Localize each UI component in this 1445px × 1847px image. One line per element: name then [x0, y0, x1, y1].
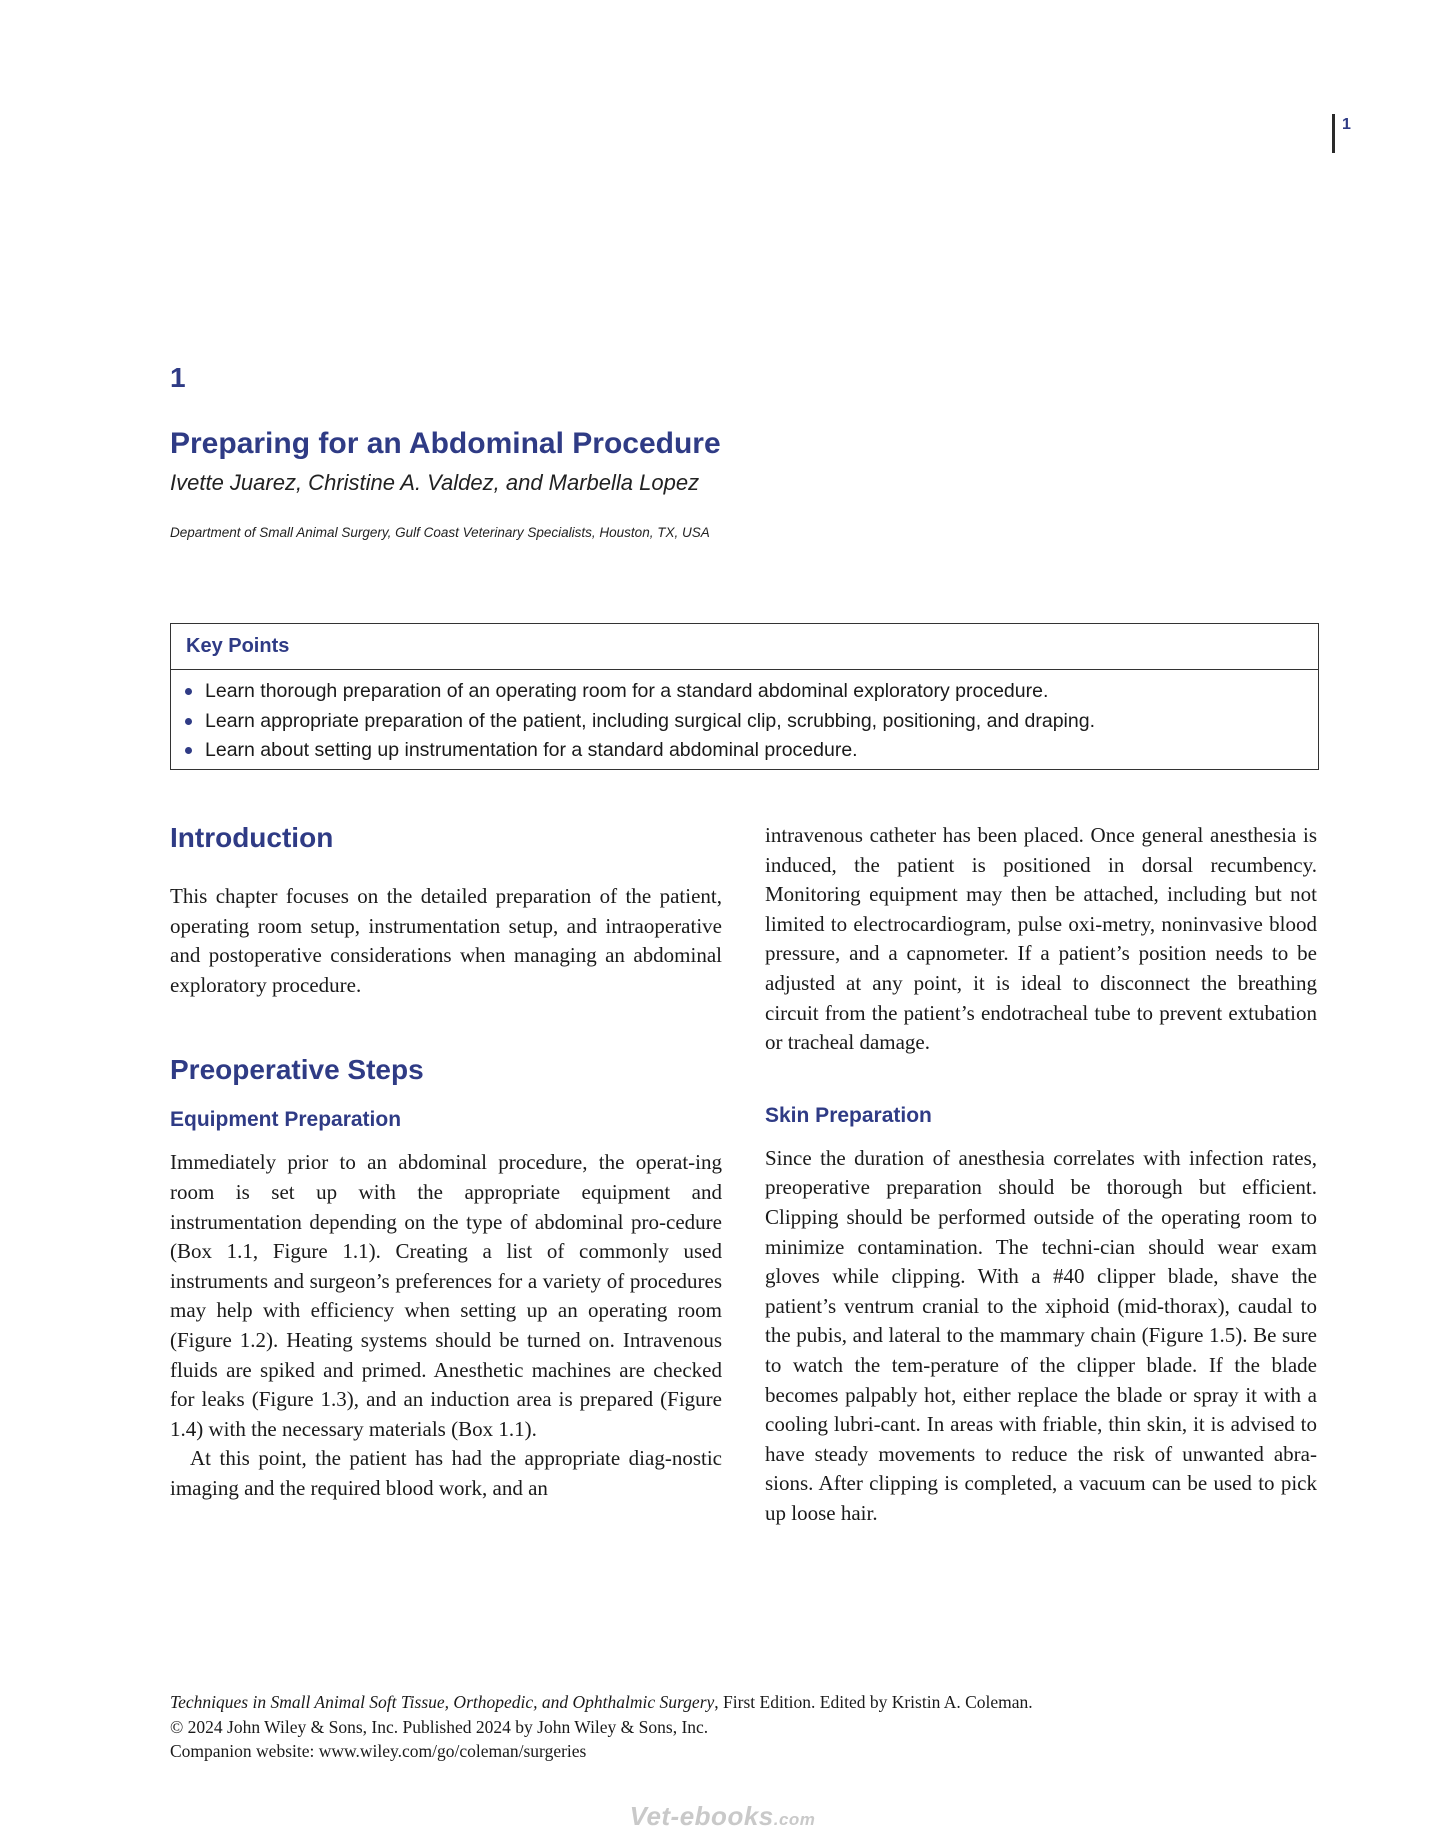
left-column — [170, 820, 722, 1504]
footer-citation — [170, 1690, 1033, 1715]
key-points-list — [171, 670, 1318, 766]
preoperative-heading: Preoperative Steps — [170, 1054, 424, 1086]
skin-preparation-paragraph: Since the duration of anesthesia correlates with infection rates, preoperative preparation should be thorough but efficient. Clipping should be performed outside of the operating room to minimize contamination. The techni-cian should wear exam gloves while clipping. With a #40 clipper blade, shave the patient’s ventrum cranial to the xiphoid (mid-thorax), caudal to the pubis, and lateral to the mammary chain (Figure 1.5). Be sure to watch the tem-perature of the clipper blade. If the blade becomes palpably hot, either replace the blade or spray it with a cooling lubri-cant. In areas with friable, thin skin, it is advised to have steady movements to reduce the risk of unwanted abra-sions. After clipping is completed, a vacuum can be used to pick up loose hair. — [765, 1145, 1317, 1525]
key-point-text: Learn appropriate preparation of the patient, including surgical clip, scrubbing, positioning, and draping. — [205, 709, 1095, 732]
bullet-icon — [185, 747, 192, 754]
book-edition: , First Edition. Edited by Kristin A. Coleman. — [714, 1692, 1033, 1712]
page-number: 1 — [1342, 116, 1351, 133]
patient-paragraph-continued: intravenous catheter has been placed. Once general anesthesia is induced, the patient is positioned in dorsal recumbency. Monitoring equipment may then be attached, including but not limited to electrocardiogram, pulse oxi-metry, noninvasive blood pressure, and a capnometer. If a patient’s position needs to be adjusted at any point, it is ideal to disconnect the breathing circuit from the patient’s endotracheal tube to prevent extubation or tracheal damage. — [765, 823, 1317, 1055]
key-point-item — [185, 736, 1318, 766]
book-title: Techniques in Small Animal Soft Tissue, Orthopedic, and Ophthalmic Surgery — [170, 1692, 715, 1712]
chapter-authors: Ivette Juarez, Christine A. Valdez, and Marbella Lopez — [170, 470, 700, 495]
introduction-paragraph: This chapter focuses on the detailed preparation of the patient, operating room setup, instrumentation setup, and intraoperative and postoperative considerations when managing an abdominal exploratory procedure. — [170, 884, 722, 997]
bullet-icon — [185, 718, 192, 725]
watermark-logo: Vet-ebooks.com — [629, 1801, 816, 1831]
skin-preparation-heading: Skin Preparation — [765, 1103, 932, 1127]
right-column — [765, 821, 1317, 1528]
key-points-heading: Key Points — [171, 624, 1318, 670]
footer-companion-website: Companion website: www.wiley.com/go/coleman/surgeries — [170, 1741, 587, 1761]
page-number-rule — [1332, 114, 1335, 153]
chapter-number: 1 — [170, 362, 186, 393]
key-point-text: Learn about setting up instrumentation for a standard abdominal procedure. — [205, 739, 858, 761]
key-points-box — [170, 623, 1319, 770]
introduction-heading: Introduction — [170, 822, 334, 853]
equipment-preparation-heading: Equipment Preparation — [170, 1108, 402, 1132]
author-affiliation: Department of Small Animal Surgery, Gulf Coast Veterinary Specialists, Houston, TX, USA — [170, 525, 710, 540]
footer-copyright: © 2024 John Wiley & Sons, Inc. Published 2024 by John Wiley & Sons, Inc. — [170, 1716, 709, 1737]
key-point-item — [185, 707, 1318, 737]
equipment-paragraph: Immediately prior to an abdominal procedure, the operat-ing room is set up with the appropriate equipment and instrumentation depending on the type of abdominal pro-cedure (Box 1.1, Figure 1.1). Creating a list of commonly used instruments and surgeon’s preferences for a variety of procedures may help with efficiency when setting up an operating room (Figure 1.2). Heating systems should be turned on. Intravenous fluids are spiked and primed. Anesthetic machines are checked for leaks (Figure 1.3), and an induction area is prepared (Figure 1.4) with the necessary materials (Box 1.1). — [170, 1150, 722, 1441]
book-footer — [170, 1690, 1033, 1764]
key-point-text: Learn thorough preparation of an operating room for a standard abdominal exploratory procedure. — [205, 680, 1049, 702]
chapter-title: Preparing for an Abdominal Procedure — [170, 427, 721, 460]
patient-paragraph-start: At this point, the patient has had the appropriate diag-nostic imaging and the required blood work, and an — [170, 1446, 722, 1500]
bullet-icon — [185, 688, 192, 695]
key-point-item — [185, 677, 1318, 707]
